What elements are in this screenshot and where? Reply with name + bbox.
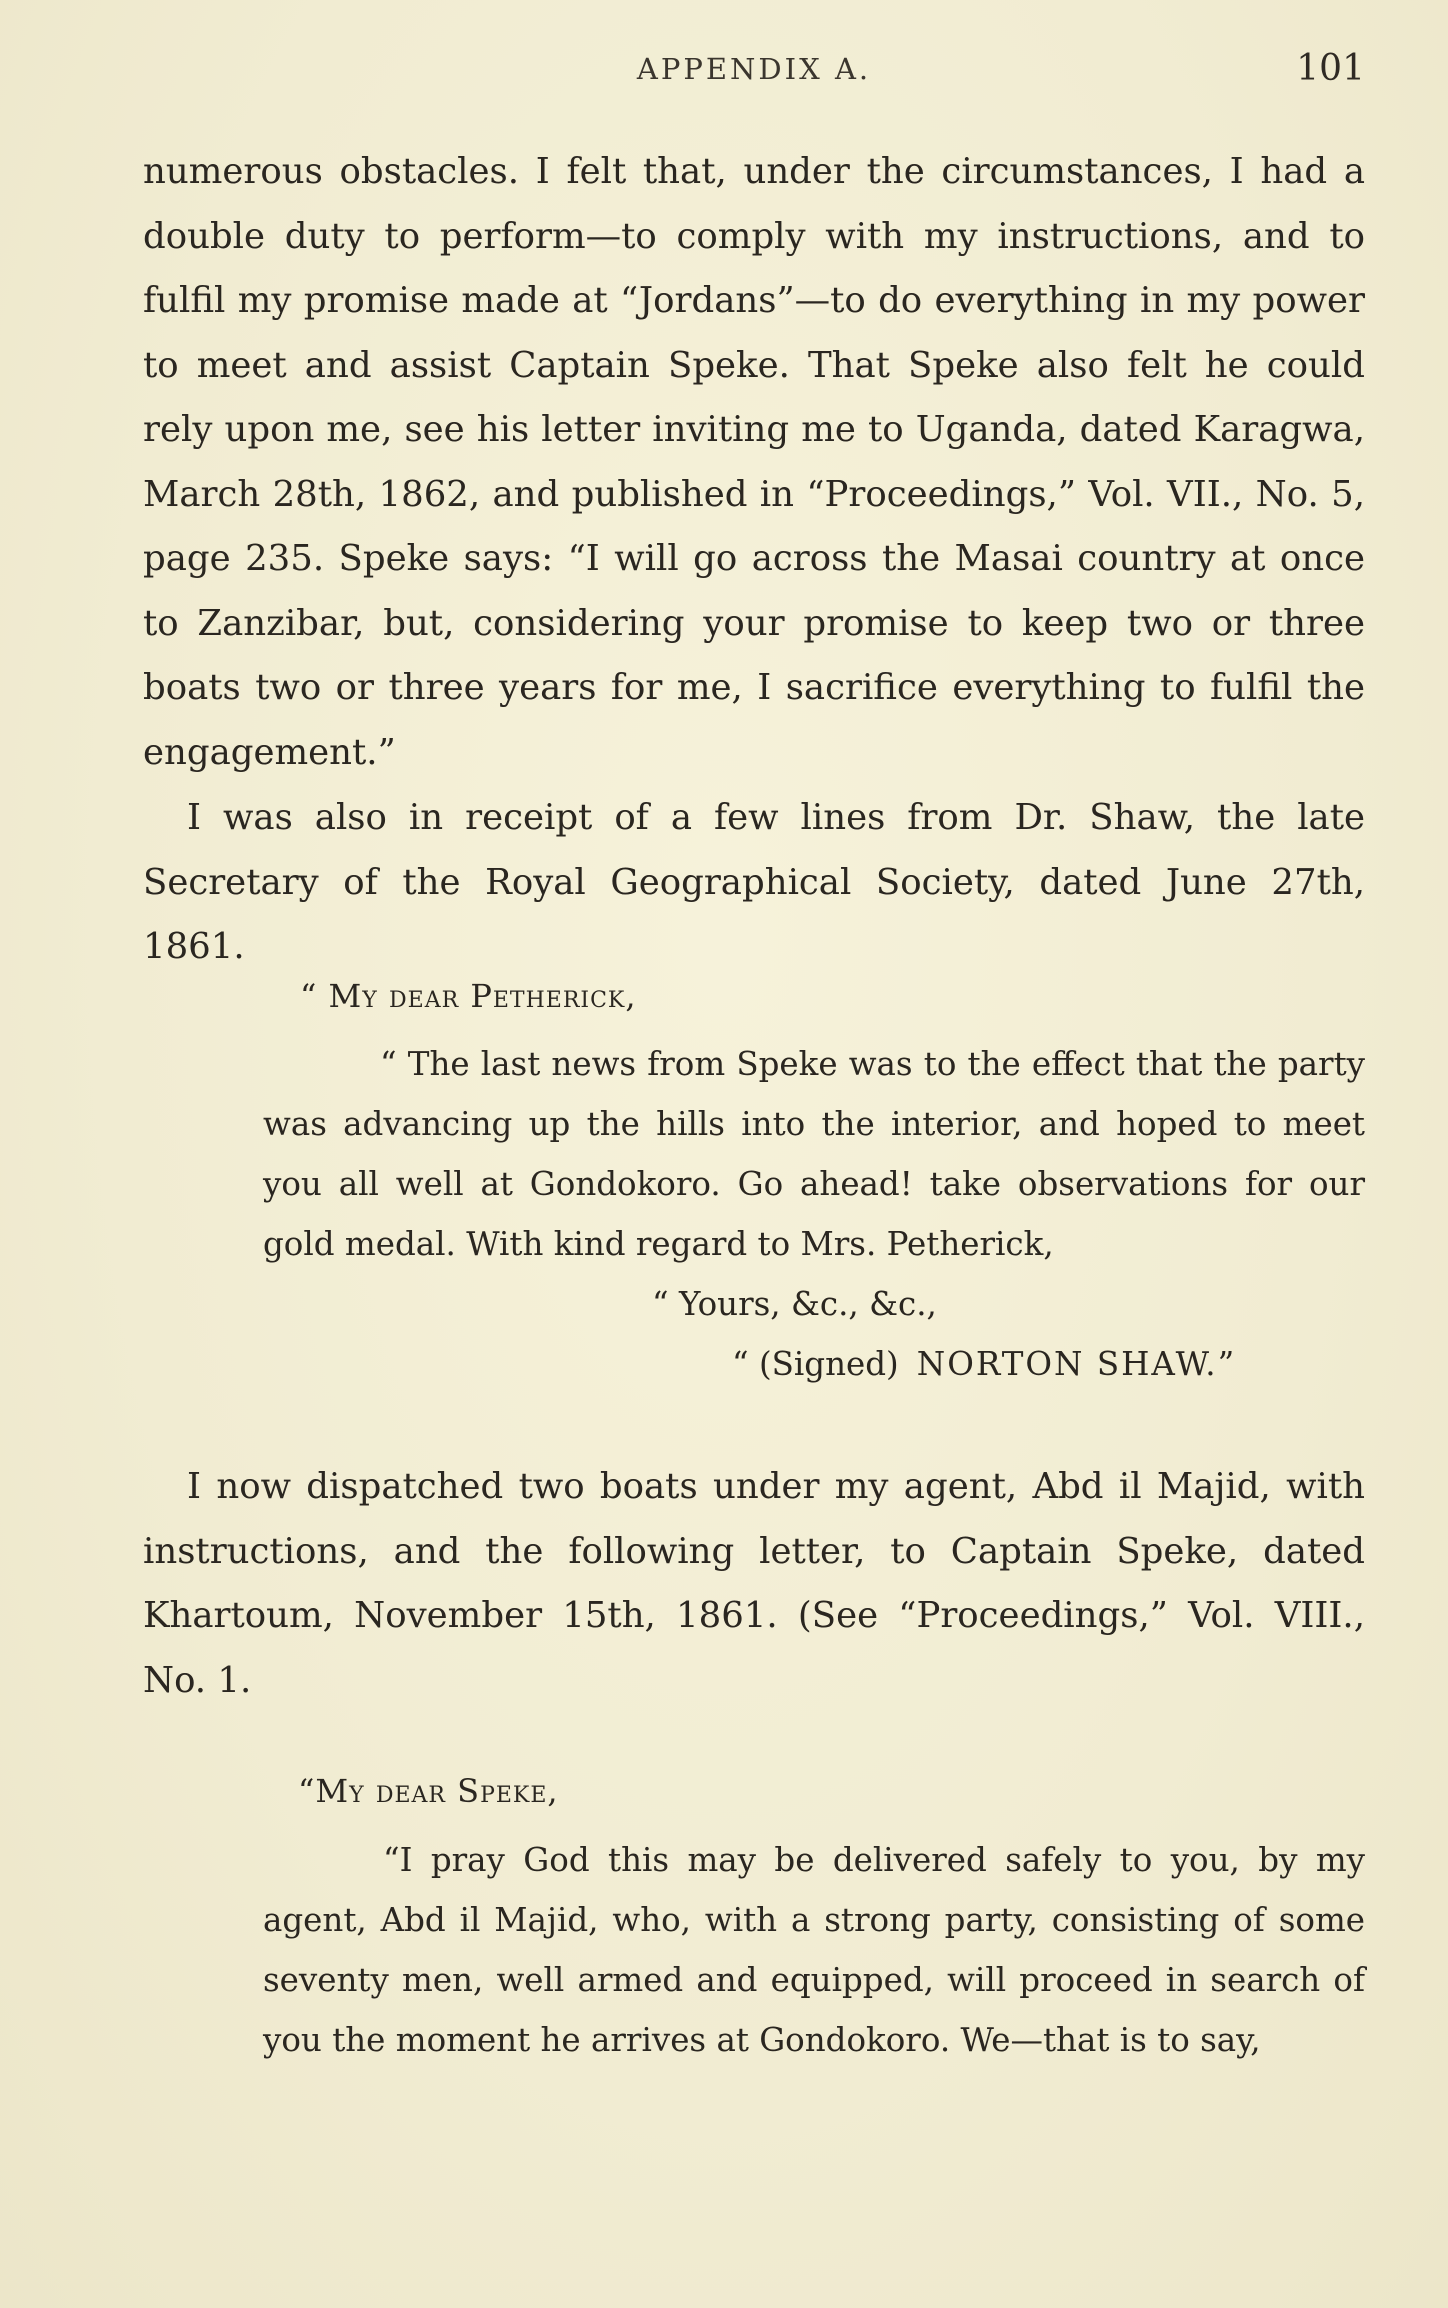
letter-speke-salutation: [298, 1772, 559, 1810]
signature-name: NORTON SHAW.”: [916, 1345, 1237, 1383]
page-number: 101: [1296, 48, 1365, 89]
paragraph-obstacles: numerous obstacles. I felt that, under the circumstances, I had a double duty to perform—to comply with my instructions, and to fulfil my promise made at “Jordans”—to do everything in my power to meet and assist Captain Speke. That Speke also felt he could rely upon me, see his letter inviting me to Uganda, dated Karagwa, March 28th, 1862, and published in “Proceedings,” Vol. VII., No. 5, page 235. Speke says: “I will go across the Masai country at once to Zanzibar, but, considering your promise to keep two or three boats two or three years for me, I sacrifice everything to fulfil the engagement.”: [143, 151, 1365, 773]
letter-shaw-salutation-text: “ My dear Petherick,: [300, 977, 637, 1015]
letter-shaw-signature-line: [732, 1334, 1236, 1394]
signed-prefix: “ (Signed): [732, 1345, 899, 1383]
running-head: APPENDIX A.: [636, 52, 872, 86]
paragraph-dispatch: I now dispatched two boats under my agent, Abd il Majid, with instructions, and the following letter, to Captain Speke, dated Khartoum, November 15th, 1861. (See “Proceedings,” Vol. VIII., No. 1.: [143, 1466, 1365, 1701]
paragraph-shaw-receipt: I was also in receipt of a few lines from Dr. Shaw, the late Secretary of the Royal Geographical Society, dated June 27th, 1861.: [143, 797, 1365, 967]
letter-speke-body: “I pray God this may be delivered safely to you, by my agent, Abd il Majid, who, with a strong party, consisting of some seventy men, well armed and equipped, will proceed in search of you the moment he arrives at Gondokoro. We—that is to say,: [263, 1841, 1365, 2059]
page-header: [143, 48, 1365, 102]
letter-shaw-closing: “ Yours, &c., &c.,: [652, 1285, 937, 1323]
letter-shaw-body: “ The last news from Speke was to the effect that the party was advancing up the hills into the interior, and hoped to meet you all well at Gondokoro. Go ahead! take observations for our gold medal. With kind regard to Mrs. Petherick,: [263, 1045, 1365, 1263]
letter-speke-salutation-text: “My dear Speke,: [298, 1772, 559, 1810]
letter-shaw-salutation: [300, 977, 637, 1015]
